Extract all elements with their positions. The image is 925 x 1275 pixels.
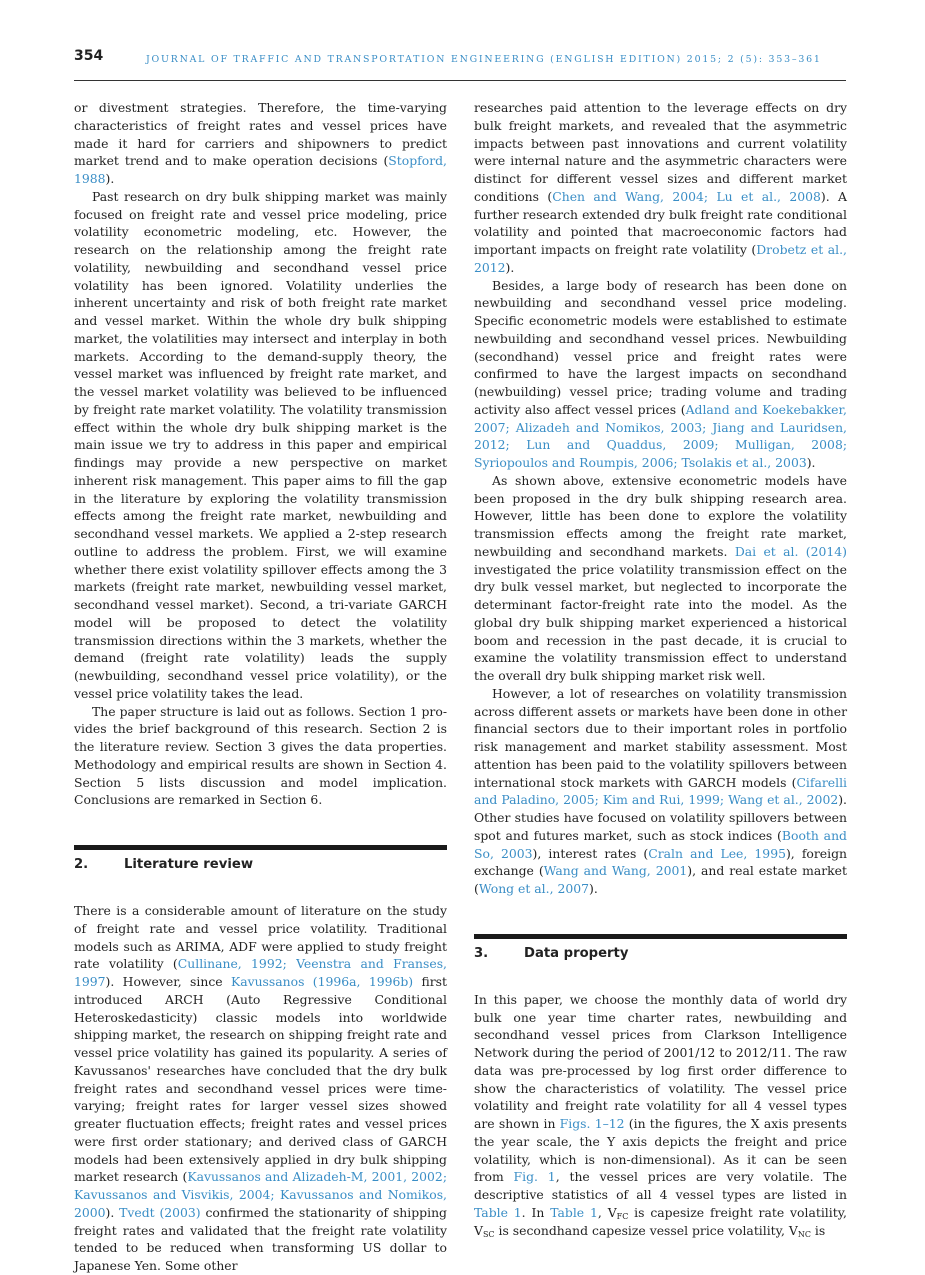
citation-link[interactable]: Wang and Wang, 2001	[543, 863, 688, 879]
journal-title: JOURNAL OF TRAFFIC AND TRANSPORTATION ENGINEERING (ENGLISH EDITION) 2015; 2 (5): 353–361	[146, 54, 822, 65]
paragraph: The paper structure is laid out as follows. Section 1 provides the brief background of this research. Section 2 is the literature review. Section 3 gives the data properties. Methodology and empirical results are shown in Section 4. Section 5 lists discussion and model implication. Conclusions are remarked in Section 6.	[74, 703, 447, 808]
section-number: 3.	[474, 945, 489, 961]
citation-link[interactable]: Cullinane, 1992; Veenstra and Franses, 1997	[74, 956, 447, 989]
figure-link[interactable]: Fig. 1	[513, 1169, 556, 1185]
running-header	[74, 48, 846, 82]
paragraph: or divestment strategies. Therefore, the time-varying characteristics of freight rates and vessel prices have made it hard for carriers and shipowners to predict market trend and to make operation decisions (Stopford, 1988).	[74, 100, 447, 186]
header-rule	[74, 80, 846, 81]
paragraph: As shown above, extensive econometric models have been proposed in the dry bulk shipping research area. However, little has been done to explore the volatility transmission effects among the freight rate market, newbuilding and secondhand markets. Dai et al. (2014) investigated the price volatility transmission effect on the dry bulk vessel market, but neglected to incorporate the determinant factor-freight rate into the model. As the global dry bulk shipping market experienced a historical boom and recession in the past decade, it is crucial to examine the volatility transmission effect to understand the overall dry bulk shipping market risk well.	[474, 472, 848, 683]
section-title: Literature review	[124, 857, 253, 872]
section-title: Data property	[524, 945, 629, 961]
citation-link[interactable]: Drobetz et al., 2012	[474, 242, 847, 275]
citation-link[interactable]: Booth and So, 2003	[474, 827, 847, 861]
section-heading	[474, 934, 847, 991]
page-number: 354	[74, 48, 104, 64]
citation-link[interactable]: Adland and Koekebakker, 2007; Alizadeh and Nomikos, 2003; Jiang and Lauridsen, 2012; Lun and Quaddus, 2009; Mulligan, 2008; Syriopoulos and Roumpis, 2006; Tsolakis et al., 2003	[474, 401, 847, 470]
citation-link[interactable]: Kavussanos and Alizadeh-M, 2001, 2002; Kavussanos and Visvikis, 2004; Kavussanos and Nomikos, 2000	[74, 1169, 447, 1220]
paragraph: In this paper, we choose the monthly data of world dry bulk one year time charter rates, newbuilding and secondhand vessel prices from Clarkson Intelligence Network during the period of 2001/12 to 2012/11. The raw data was pre-processed by log first order difference to show the characteristics of volatility. The vessel price volatility and freight rate volatility for all 4 vessel types are shown in Figs. 1–12 (in the figures, the X axis presents the year scale, the Y axis depicts the freight and price volatility, which is non-dimensional). As it can be seen from Fig. 1, the vessel prices are very volatile. The descriptive statistics of all 4 vessel types are listed in Table 1. In Table 1, $V_{FC}$ is capesize freight rate volatility, $V_{SC}$ is secondhand capesize vessel price volatility, $V_{NC}$ is	[474, 991, 847, 1239]
table-link[interactable]: Table 1	[550, 1204, 598, 1220]
citation-link[interactable]: Stopford, 1988	[74, 153, 447, 186]
section-heading	[74, 845, 447, 902]
citation-link[interactable]: Tvedt (2003)	[119, 1204, 201, 1220]
table-link[interactable]: Table 1	[474, 1204, 522, 1220]
paragraph: However, a lot of researches on volatility transmission across different assets or markets have been done in other financial sectors due to their important roles in portfolio risk management and market stability assessment. Most attention has been paid to the volatility spillovers between international stock markets with GARCH models (Cifarelli and Paladino, 2005; Kim and Rui, 1999; Wang et al., 2002). Other studies have focused on volatility spillovers between spot and futures market, such as stock indices (Booth and So, 2003), interest rates (Craln and Lee, 1995), foreign exchange (Wang and Wang, 2001), and real estate market (Wong et al., 2007).	[474, 685, 848, 896]
section-number: 2.	[74, 857, 89, 872]
citation-link[interactable]: Kavussanos (1996a, 1996b)	[230, 974, 414, 989]
paragraph: There is a considerable amount of literature on the study of freight rate and vessel price volatility. Traditional models such as ARIMA, ADF were applied to study freight rate volatility (Cullinane, 1992; Veenstra and Franses, 1997). However, since Kavussanos (1996a, 1996b) first introduced ARCH (Auto Regressive Conditional Heteroskedasticity) classic models into worldwide shipping market, the research on shipping freight rate and vessel price volatility has gained its popularity. A series of Kavussanos' researches have concluded that the dry bulk freight rates and secondhand vessel prices were time-varying; freight rates for larger vessel sizes showed greater fluctuation effects; freight rates and vessel prices were first order stationary; and derived class of GARCH models had been extensively applied in dry bulk shipping market research (Kavussanos and Alizadeh-M, 2001, 2002; Kavussanos and Visvikis, 2004; Kavussanos and Nomikos, 2000). Tvedt (2003) confirmed the stationarity of shipping freight rates and validated that the freight rate volatility tended to be reduced when transforming US dollar to Japanese Yen. Some other	[74, 903, 448, 1273]
citation-link[interactable]: Dai et al. (2014)	[734, 543, 848, 559]
citation-link[interactable]: Craln and Lee, 1995	[648, 845, 786, 861]
figure-link[interactable]: Figs. 1–12	[559, 1116, 625, 1131]
paragraph: Past research on dry bulk shipping market was mainly focused on freight rate and vessel price modeling, price volatility econometric modeling, etc. However, the research on the relationship among the freight rate volatility, newbuilding and secondhand vessel price volatility has been ignored. Volatility underlies the inherent uncertainty and risk of both freight rate market and vessel market. Within the whole dry bulk shipping market, the volatilities may intersect and interplay in both markets. According to the demand-supply theory, the vessel market was influenced by freight rate market, and the vessel market volatility was believed to be influenced by freight rate market volatility. The volatility transmission effect within the whole dry bulk shipping market is the main issue we try to address in this paper and empirical findings may provide a new perspective on market inherent risk management. This paper aims to fill the gap in the literature by exploring the volatility transmission effects among the freight rate market, newbuilding and secondhand vessel markets. We applied a 2-step research outline to address the problem. First, we will examine whether there exist volatility spillover effects among the 3 markets (freight rate market, newbuilding vessel market, secondhand vessel market). Second, a tri-variate GARCH model will be proposed to detect the volatility transmission directions within the 3 markets, whether the demand (freight rate volatility) leads the supply (newbuilding, secondhand vessel price volatility), or the vessel price volatility takes the lead.	[74, 188, 447, 701]
citation-link[interactable]: Cifarelli and Paladino, 2005; Kim and Rui, 1999; Wang et al., 2002	[474, 774, 847, 808]
citation-link[interactable]: Chen and Wang, 2004; Lu et al., 2008	[552, 188, 821, 204]
paragraph: Besides, a large body of research has been done on newbuilding and secondhand vessel price modeling. Specific econometric models were established to estimate newbuilding and secondhand vessel prices. Newbuilding (secondhand) vessel price and freight rates were confirmed to have the largest impacts on secondhand (newbuilding) vessel price; trading volume and trading activity also affect vessel prices (Adland and Koekebakker, 2007; Alizadeh and Nomikos, 2003; Jiang and Lauridsen, 2012; Lun and Quaddus, 2009; Mulligan, 2008; Syriopoulos and Roumpis, 2006; Tsolakis et al., 2003).	[474, 277, 847, 470]
left-column	[74, 99, 447, 1275]
citation-link[interactable]: Wong et al., 2007	[478, 881, 589, 896]
paragraph: researches paid attention to the leverage effects on dry bulk freight markets, and revealed that the asymmetric impacts between past innovations and current volatility were internal nature and the asymmetric characters were distinct for different vessel sizes and different market conditions (Chen and Wang, 2004; Lu et al., 2008). A further research extended dry bulk freight rate conditional volatility and pointed that macroeconomic factors had important impacts on freight rate volatility (Drobetz et al., 2012).	[474, 100, 847, 275]
right-column	[474, 99, 847, 1239]
